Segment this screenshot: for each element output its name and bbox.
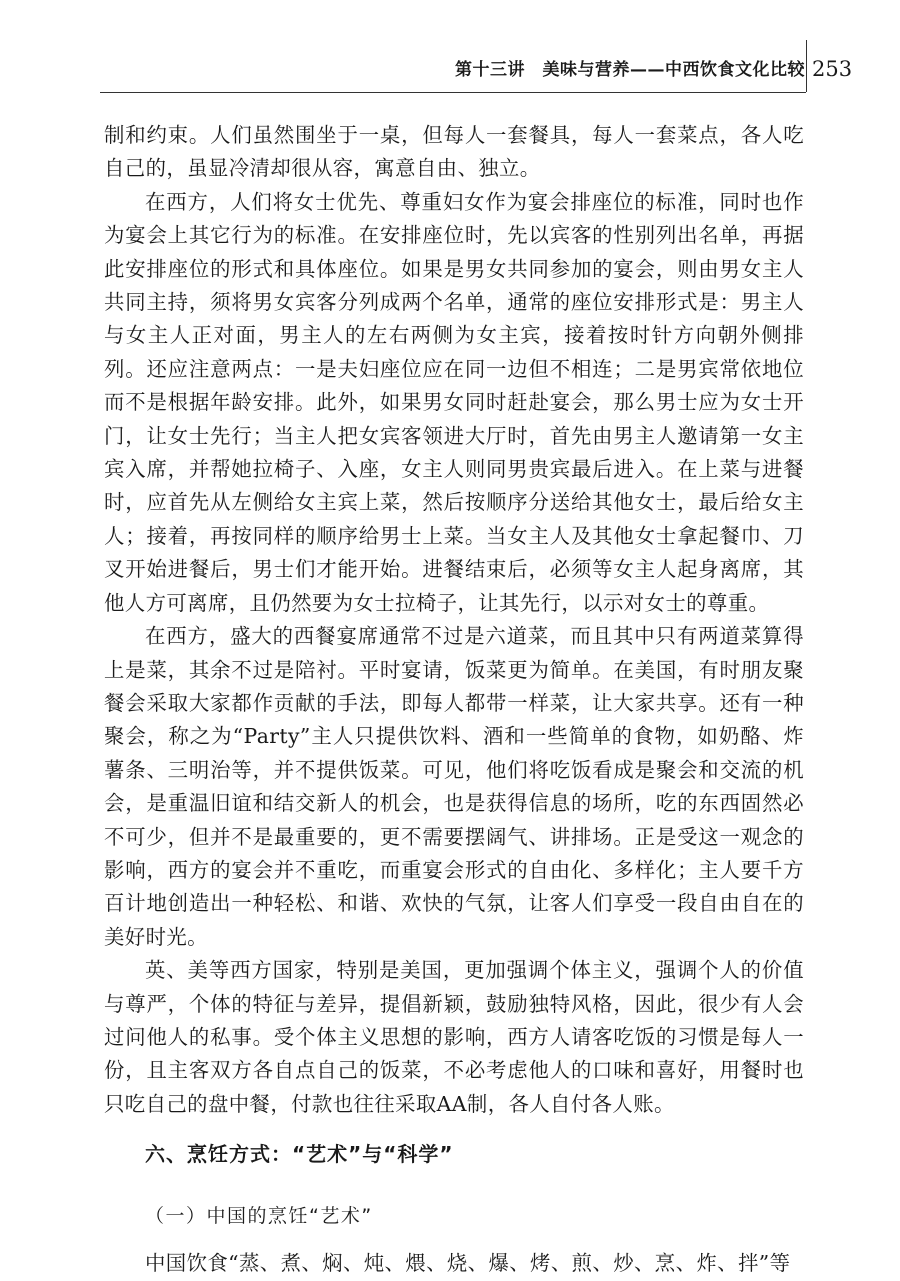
body-text bbox=[104, 119, 804, 1281]
paragraph-individualism: 英、美等西方国家，特别是美国，更加强调个体主义，强调个人的价值与尊严，个体的特征与差异，提倡新颖，鼓励独特风格，因此，很少有人会过问他人的私事。受个体主义思想的影响，西方人请客吃饭的习惯是每人一份，且主客双方各自点自己的饭菜，不必考虑他人的口味和喜好，用餐时也只吃自己的盘中餐，付款也往往采取AA制，各人自付各人账。 bbox=[104, 958, 804, 1116]
header-vertical-rule bbox=[806, 40, 807, 92]
page-number: 253 bbox=[812, 57, 853, 81]
running-header: 第十三讲 美味与营养——中西饮食文化比较 bbox=[455, 60, 805, 80]
paragraph-western-banquet: 在西方，盛大的西餐宴席通常不过是六道菜，而且其中只有两道菜算得上是菜，其余不过是陪衬。平时宴请，饭菜更为简单。在美国，有时朋友聚餐会采取大家都作贡献的手法，即每人都带一样菜，让大家共享。还有一种聚会，称之为“Party”主人只提供饮料、酒和一些简单的食物，如奶酪、炸薯条、三明治等，并不提供饭菜。可见，他们将吃饭看成是聚会和交流的机会，是重温旧谊和结交新人的机会，也是获得信息的场所，吃的东西固然必不可少，但并不是最重要的，更不需要摆阔气、讲排场。正是受这一观念的影响，西方的宴会并不重吃，而重宴会形式的自由化、多样化；主人要千方百计地创造出一种轻松、和谐、欢快的气氛，让客人们享受一段自由自在的美好时光。 bbox=[104, 624, 804, 949]
header-rule bbox=[100, 92, 806, 93]
paragraph-chinese-cooking: 中国饮食“蒸、煮、焖、炖、煨、烧、爆、烤、煎、炒、烹、炸、拌”等 bbox=[145, 1251, 791, 1276]
section-heading: 六、烹饪方式：“艺术”与“科学” bbox=[145, 1142, 454, 1167]
paragraph-continued: 制和约束。人们虽然围坐于一桌，但每人一套餐具，每人一套菜点，各人吃自己的，虽显冷清却很从容，寓意自由、独立。 bbox=[104, 123, 804, 181]
paragraph-seating-etiquette: 在西方，人们将女士优先、尊重妇女作为宴会排座位的标准，同时也作为宴会上其它行为的标准。在安排座位时，先以宾客的性别列出名单，再据此安排座位的形式和具体座位。如果是男女共同参加的宴会，则由男女主人共同主持，须将男女宾客分列成两个名单，通常的座位安排形式是：男主人与女主人正对面，男主人的左右两侧为女主宾，接着按时针方向朝外侧排列。还应注意两点：一是夫妇座位应在同一边但不相连；二是男宾常依地位而不是根据年龄安排。此外，如果男女同时赶赴宴会，那么男士应为女士开门，让女士先行；当主人把女宾客领进大厅时，首先由男主人邀请第一女主宾入席，并帮她拉椅子、入座，女主人则同男贵宾最后进入。在上菜与进餐时，应首先从左侧给女主宾上菜，然后按顺序分送给其他女士，最后给女主人；接着，再按同样的顺序给男士上菜。当女主人及其他女士拿起餐巾、刀叉开始进餐后，男士们才能开始。进餐结束后，必须等女主人起身离席，其他人方可离席，且仍然要为女士拉椅子，让其先行，以示对女士的尊重。 bbox=[104, 189, 804, 615]
subsection-heading: （一）中国的烹饪“艺术” bbox=[145, 1205, 373, 1228]
